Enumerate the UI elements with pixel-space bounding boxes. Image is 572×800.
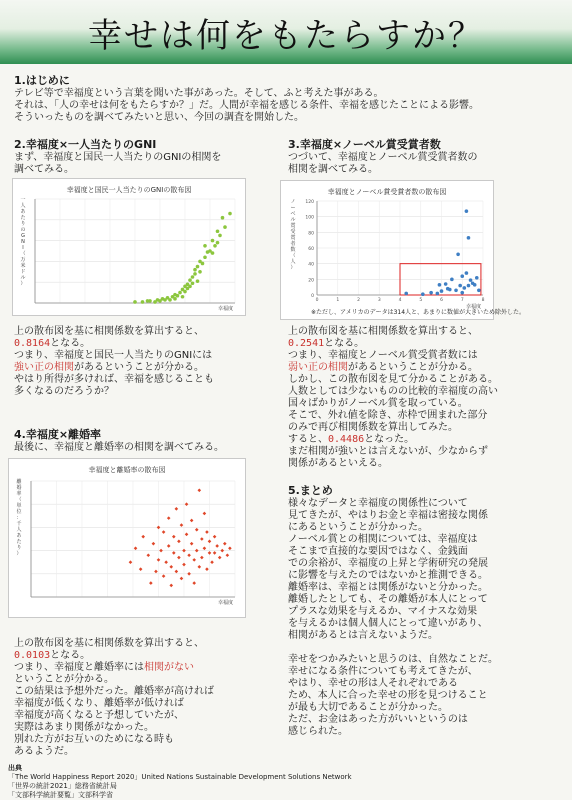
gni-text: まず、幸福度と国民一人当たりのGNIの相関を xyxy=(14,152,222,163)
x-tick-label: 2 xyxy=(357,298,360,303)
summary-line: 相関があるとは言えないようだ。 xyxy=(288,630,438,641)
summary-line: 幸せをつかみたいと思うのは、自然なことだ。 xyxy=(288,654,498,665)
y-axis-label: 離 xyxy=(16,479,22,485)
data-point xyxy=(203,512,207,516)
data-point xyxy=(159,549,163,553)
gni-result: つまり、幸福度と国民一人当たりのGNIには xyxy=(14,350,213,361)
data-point xyxy=(216,229,220,233)
summary-line: やはり、幸せの形は人それぞれである xyxy=(288,678,458,689)
y-axis-label: N xyxy=(21,239,25,245)
y-tick-label: 20 xyxy=(308,278,314,284)
nobel-result: つまり、幸福度とノーベル賞受賞者数には xyxy=(288,350,478,361)
summary-line: ため、本人に合った幸せの形を見つけること xyxy=(288,690,488,701)
data-point xyxy=(191,275,195,279)
data-point xyxy=(440,289,444,293)
data-point xyxy=(157,558,161,562)
nobel-text: 相関を調べてみる。 xyxy=(288,164,378,175)
data-point xyxy=(213,535,217,539)
divorce-result: ということが分かる。 xyxy=(14,674,114,685)
data-point xyxy=(450,278,454,282)
y-axis-label: ベ xyxy=(290,211,296,217)
y-axis-label: 人 xyxy=(20,203,26,209)
gni-chart xyxy=(12,178,246,316)
x-tick-label: 4 xyxy=(398,298,402,303)
data-point xyxy=(175,570,179,574)
data-point xyxy=(141,535,145,539)
nobel-result: すると、0.4486となった。 xyxy=(288,434,415,445)
nobel-result: 人数としては少ないものの比較的幸福度の高い xyxy=(288,386,498,397)
data-point xyxy=(475,276,479,280)
data-point xyxy=(177,556,181,560)
x-tick-label: 0 xyxy=(315,298,319,303)
summary-line: での余裕が、幸福度の上昇と学術研究の発展 xyxy=(288,558,488,569)
y-axis-label: G xyxy=(21,233,25,239)
data-point xyxy=(129,560,133,564)
gni-correlation-label: 強い正の相関 xyxy=(14,362,74,373)
data-point xyxy=(178,291,182,295)
data-point xyxy=(195,549,199,553)
data-point xyxy=(456,252,460,256)
gni-coefficient: 0.8164 xyxy=(14,338,51,349)
data-point xyxy=(192,581,196,585)
y-axis-label: ー xyxy=(290,205,296,211)
data-point xyxy=(208,551,212,555)
data-point xyxy=(200,556,204,560)
nobel-chart xyxy=(280,180,526,320)
source-line: 「The World Happiness Report 2020」United Nations Sustainable Development Solutions Network xyxy=(8,773,352,781)
data-point xyxy=(185,533,189,537)
y-axis-label: ） xyxy=(20,281,26,287)
x-tick-label: 5 xyxy=(419,298,423,303)
nobel-result: 国々ばかりがノーベル賞を取っている。 xyxy=(288,398,468,409)
sources-label: 出典 xyxy=(8,764,22,772)
nobel-result: そこで、外れ値を除き、赤枠で囲まれた部分 xyxy=(288,410,488,421)
data-point xyxy=(139,567,143,571)
data-point xyxy=(458,284,462,288)
summary-line: プラスな効果を与えるか、マイナスな効果 xyxy=(288,606,478,617)
divorce-result: 別れた方がお互いのためになる時も xyxy=(14,734,174,745)
x-tick-label: 8 xyxy=(481,298,485,303)
data-point xyxy=(203,255,207,259)
data-point xyxy=(211,239,215,243)
divorce-result: つまり、幸福度と離婚率には相関がない xyxy=(14,662,194,673)
y-axis-label: （ xyxy=(290,253,296,259)
data-point xyxy=(154,570,158,574)
divorce-result: 幸福度が高くなると予想していたが、 xyxy=(14,710,184,721)
data-point xyxy=(176,294,180,298)
y-axis-label: 率 xyxy=(16,491,22,497)
y-axis-label: I xyxy=(22,245,24,251)
data-point xyxy=(141,300,145,304)
y-axis-label: 賞 xyxy=(290,235,296,241)
data-point xyxy=(187,572,191,576)
y-axis-label: 人 xyxy=(16,527,22,533)
nobel-result: 上の散布図を基に相関係数を算出すると、 xyxy=(288,326,478,337)
data-point xyxy=(223,225,227,229)
data-point xyxy=(228,212,232,216)
y-axis-label: り xyxy=(20,221,26,227)
data-point xyxy=(187,553,191,557)
data-point xyxy=(463,286,467,290)
data-point xyxy=(172,551,176,555)
data-point xyxy=(191,281,195,285)
nobel-chart-note: ※ただし、アメリカのデータは314人と、あまりに数値が大きいため除外した。 xyxy=(311,309,526,316)
summary-line: が最も大切であることが分かった。 xyxy=(288,702,448,713)
nobel-chart-plot xyxy=(281,181,493,319)
nobel-coefficient-filtered: 0.4486 xyxy=(328,434,365,445)
data-point xyxy=(133,300,137,304)
y-axis-label: の xyxy=(20,227,26,233)
data-point xyxy=(205,567,209,571)
data-point xyxy=(205,530,209,534)
data-point xyxy=(167,544,171,548)
summary-line: にあるということが分かった。 xyxy=(288,522,428,533)
y-tick-label: 80 xyxy=(308,231,314,237)
data-point xyxy=(149,581,153,585)
y-axis-label: ） xyxy=(290,265,296,271)
data-point xyxy=(226,553,230,557)
data-point xyxy=(223,542,227,546)
data-point xyxy=(215,544,219,548)
y-axis-label: ル xyxy=(20,275,26,281)
intro-line: それは、「人の幸せは何をもたらすか？」だ。人間が幸福を感じる条件、幸福を感じたことによる影響。 xyxy=(14,100,479,111)
nobel-result: 関係があるといえる。 xyxy=(288,458,388,469)
data-point xyxy=(192,558,196,562)
summary-heading: 5.まとめ xyxy=(288,484,333,497)
data-point xyxy=(198,565,202,569)
y-axis-label: ノ xyxy=(290,199,296,205)
summary-line: 離婚率は、幸福とは関係がないと分かった。 xyxy=(288,582,488,593)
divorce-heading: 4.幸福度×離婚率 xyxy=(14,428,102,441)
data-point xyxy=(429,291,433,295)
divorce-chart xyxy=(8,458,246,618)
divorce-result: 実際はあまり関係がなかった。 xyxy=(14,722,154,733)
data-point xyxy=(196,265,200,269)
data-point xyxy=(164,560,168,564)
nobel-coefficient: 0.2541 xyxy=(288,338,325,349)
data-point xyxy=(180,523,184,527)
summary-line: そこまで直接的な要因ではなく、金銭面 xyxy=(288,546,468,557)
data-point xyxy=(185,502,189,506)
data-point xyxy=(228,546,232,550)
data-point xyxy=(218,556,222,560)
data-point xyxy=(467,284,471,288)
data-point xyxy=(469,278,473,282)
data-point xyxy=(196,279,200,283)
y-axis-label: ド xyxy=(20,269,26,275)
divorce-correlation-label: 相関がない xyxy=(144,662,194,673)
data-point xyxy=(182,563,186,567)
data-point xyxy=(188,278,192,282)
data-point xyxy=(421,292,425,296)
data-point xyxy=(173,297,177,301)
summary-line: 見てきたが、やはりお金と幸福は密接な関係 xyxy=(288,510,488,521)
divorce-result: あるようだ。 xyxy=(14,746,74,757)
nobel-text: つづいて、幸福度とノーベル賞受賞者数の xyxy=(288,152,478,163)
data-point xyxy=(198,488,202,492)
data-point xyxy=(195,528,199,532)
page-title: 幸せは何をもたらすか？ xyxy=(88,16,484,56)
nobel-result: 弱い正の相関があるということが分かる。 xyxy=(288,362,478,373)
y-axis-label: ） xyxy=(16,551,22,557)
data-point xyxy=(188,285,192,289)
data-point xyxy=(213,551,217,555)
gni-chart-title: 幸福度と国民一人当たりのGNIの散布図 xyxy=(66,186,192,194)
data-point xyxy=(477,289,481,293)
y-axis-label: 万 xyxy=(20,257,26,263)
y-axis-label: あ xyxy=(20,209,26,215)
data-point xyxy=(162,574,166,578)
nobel-correlation-label: 弱い正の相関 xyxy=(288,362,348,373)
gni-result: やはり所得が多ければ、幸福を感じることも xyxy=(14,374,214,385)
data-point xyxy=(134,546,138,550)
divorce-result: この結果は予想外だった。離婚率が高ければ xyxy=(14,686,214,697)
y-axis-label: 米 xyxy=(20,263,26,269)
data-point xyxy=(181,295,185,299)
intro-line: そういったものを調べてみたいと思い、今回の調査を開始した。 xyxy=(14,112,304,123)
source-line: 「文部科学統計要覧」文部科学省 xyxy=(8,791,113,799)
y-axis-label: 賞 xyxy=(290,223,296,229)
data-point xyxy=(169,584,173,588)
data-point xyxy=(190,542,194,546)
data-point xyxy=(218,234,222,238)
data-point xyxy=(460,291,464,295)
y-axis-label: 者 xyxy=(290,241,296,247)
divorce-result: 上の散布図を基に相関係数を算出すると、 xyxy=(14,638,204,649)
x-tick-label: 7 xyxy=(460,298,464,303)
x-tick-label: 1 xyxy=(336,298,340,303)
y-axis-label: ： xyxy=(16,515,22,521)
y-axis-label: た xyxy=(20,215,26,221)
data-point xyxy=(182,549,186,553)
y-axis-label: 一 xyxy=(20,197,26,203)
nobel-chart-title: 幸福度とノーベル賞受賞者数の散布図 xyxy=(327,188,447,196)
data-point xyxy=(148,299,152,303)
divorce-text: 最後に、幸福度と離婚率の相関を調べてみる。 xyxy=(14,442,224,453)
data-point xyxy=(177,540,181,544)
data-point xyxy=(444,282,448,286)
divorce-chart-plot xyxy=(9,459,245,617)
x-axis-label: 幸福度 xyxy=(217,306,233,312)
summary-line: に影響を与えたのではないかと推測できる。 xyxy=(288,570,488,581)
x-axis-label: 幸福度 xyxy=(217,600,233,606)
data-point xyxy=(467,236,471,240)
data-point xyxy=(203,546,207,550)
gni-result: 上の散布図を基に相関係数を算出すると、 xyxy=(14,326,204,337)
data-point xyxy=(216,241,220,245)
summary-line: 離婚したとしても、その離婚が本人にとって xyxy=(288,594,488,605)
data-point xyxy=(436,292,440,296)
summary-line: 幸せになる条件についても考えてきたが、 xyxy=(288,666,478,677)
data-point xyxy=(473,283,477,287)
y-axis-label: 千 xyxy=(16,521,22,527)
gni-result: 多くなるのだろうか？ xyxy=(14,386,114,397)
x-tick-label: 3 xyxy=(377,298,381,303)
gni-result: 0.8164となる。 xyxy=(14,338,91,349)
data-point xyxy=(404,292,408,296)
intro-heading: 1.はじめに xyxy=(14,74,70,87)
data-point xyxy=(193,268,197,272)
gni-chart-plot xyxy=(13,179,245,315)
data-point xyxy=(203,244,207,248)
y-axis-label: 数 xyxy=(290,247,296,253)
y-tick-label: 60 xyxy=(308,247,314,252)
y-tick-label: 0 xyxy=(311,294,314,299)
data-point xyxy=(168,298,172,302)
data-point xyxy=(183,290,187,294)
data-point xyxy=(465,271,469,275)
y-axis-label: 位 xyxy=(16,509,22,515)
summary-line: 感じられた。 xyxy=(288,726,348,737)
data-point xyxy=(208,540,212,544)
y-tick-label: 100 xyxy=(305,215,314,221)
gni-result: 強い正の相関があるということが分かる。 xyxy=(14,362,204,373)
nobel-result: しかし、この散布図を見て分かることがある。 xyxy=(288,374,498,385)
y-axis-label: 婚 xyxy=(16,485,22,491)
data-point xyxy=(220,549,224,553)
data-point xyxy=(198,270,202,274)
y-tick-label: 40 xyxy=(308,262,314,268)
summary-line: 様々なデータと幸福度の関係性について xyxy=(288,498,468,509)
nobel-result: まだ相関が強いとは言えないが、少なからず xyxy=(288,446,488,457)
x-tick-label: 6 xyxy=(440,298,443,303)
gni-heading: 2.幸福度×一人当たりのGNI xyxy=(14,138,157,151)
y-axis-label: （ xyxy=(20,251,26,257)
divorce-chart-title: 幸福度と離婚率の散布図 xyxy=(88,466,166,474)
data-point xyxy=(213,244,217,248)
data-point xyxy=(454,289,458,293)
y-axis-label: 受 xyxy=(290,229,296,235)
divorce-coefficient: 0.0103 xyxy=(14,650,51,661)
data-point xyxy=(201,262,205,266)
nobel-result: 0.2541となる。 xyxy=(288,338,365,349)
data-point xyxy=(162,530,166,534)
nobel-heading: 3.幸福度×ノーベル賞受賞者数 xyxy=(288,138,441,151)
data-point xyxy=(438,283,442,287)
data-point xyxy=(221,216,225,220)
x-axis-label: 幸福度 xyxy=(465,304,481,310)
summary-line: ただ、お金はあった方がいいというのは xyxy=(288,714,468,725)
y-axis-label: あ xyxy=(16,533,22,539)
data-point xyxy=(167,516,171,520)
divorce-result: 幸福度が低くなり、離婚率が低ければ xyxy=(14,698,184,709)
intro-line: テレビ等で幸福度という言葉を聞いた事があった。そして、ふと考えた事がある。 xyxy=(14,88,384,99)
nobel-result: のみで再び相関係数を算出してみた。 xyxy=(288,422,458,433)
data-point xyxy=(152,542,156,546)
data-point xyxy=(200,537,204,541)
y-axis-label: た xyxy=(16,539,22,545)
data-point xyxy=(211,251,215,255)
data-point xyxy=(169,565,173,569)
data-point xyxy=(175,507,179,511)
data-point xyxy=(190,519,194,523)
y-tick-label: 120 xyxy=(305,200,314,205)
summary-line: を与えるかは個人個人にとって違いがあり、 xyxy=(288,618,488,629)
data-point xyxy=(465,209,469,213)
source-line: 「世界の統計2021」総務省統計局 xyxy=(8,782,117,790)
data-point xyxy=(172,535,176,539)
divorce-result: 0.0103となる。 xyxy=(14,650,91,661)
summary-line: ノーベル賞との相関については、幸福度は xyxy=(288,534,478,545)
y-axis-label: （ xyxy=(16,497,22,503)
data-point xyxy=(157,526,161,530)
y-axis-label: 単 xyxy=(16,503,22,509)
data-point xyxy=(448,288,452,292)
data-point xyxy=(460,274,464,278)
data-point xyxy=(147,553,151,557)
y-axis-label: 人 xyxy=(290,259,296,265)
data-point xyxy=(180,577,184,581)
data-point xyxy=(193,272,197,276)
data-point xyxy=(210,560,214,564)
gni-text: 調べてみる。 xyxy=(14,164,74,175)
y-axis-label: ル xyxy=(290,217,296,223)
y-axis-label: り xyxy=(16,545,22,551)
